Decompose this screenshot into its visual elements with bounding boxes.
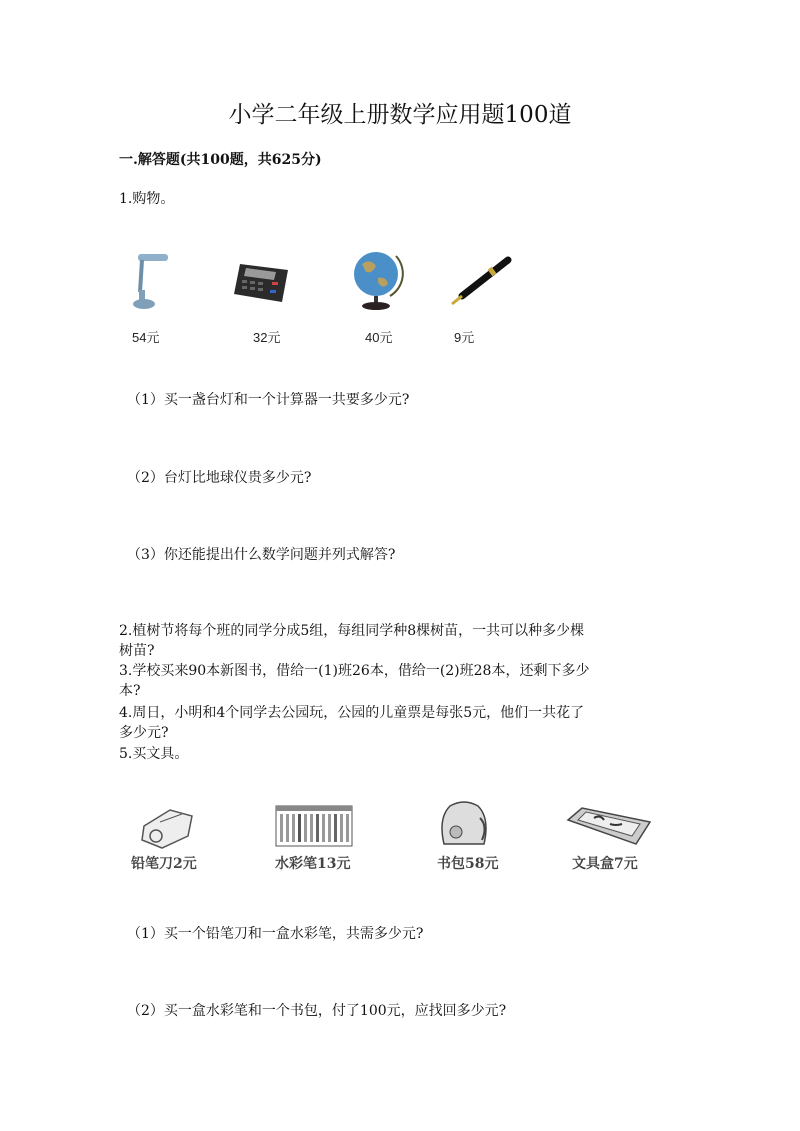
question-5-stem: 5.买文具。 bbox=[119, 746, 189, 762]
price-label: 54元 bbox=[132, 330, 160, 345]
sub-question: （2）台灯比地球仪贵多少元? bbox=[127, 470, 312, 486]
item-label: 书包58元 bbox=[437, 856, 499, 872]
item-label: 水彩笔13元 bbox=[275, 856, 351, 872]
question-4: 4.周日，小明和4个同学去公园玩，公园的儿童票是每张5元，他们一共花了 bbox=[119, 705, 585, 721]
price-label: 9元 bbox=[454, 330, 475, 345]
pen-icon bbox=[448, 256, 512, 308]
pencil-sharpener-icon bbox=[140, 802, 196, 850]
desk-lamp-icon bbox=[128, 252, 172, 312]
page-title: 小学二年级上册数学应用题100道 bbox=[228, 102, 572, 128]
pencil-case-icon bbox=[566, 806, 652, 846]
item-label: 铅笔刀2元 bbox=[131, 856, 197, 872]
item-label: 文具盒7元 bbox=[572, 856, 638, 872]
sub-question: （3）你还能提出什么数学问题并列式解答? bbox=[127, 547, 396, 563]
watercolor-pens-icon bbox=[275, 805, 355, 849]
globe-icon bbox=[348, 250, 406, 312]
question-3-cont: 本? bbox=[119, 683, 141, 699]
price-label: 40元 bbox=[365, 330, 393, 345]
schoolbag-icon bbox=[436, 798, 492, 848]
question-3: 3.学校买来90本新图书，借给一(1)班26本，借给一(2)班28本，还剩下多少 bbox=[119, 663, 590, 679]
question-2: 2.植树节将每个班的同学分成5组，每组同学种8棵树苗，一共可以种多少棵 bbox=[119, 623, 585, 639]
sub-question: （1）买一盏台灯和一个计算器一共要多少元? bbox=[127, 392, 410, 408]
sub-question: （2）买一盒水彩笔和一个书包，付了100元，应找回多少元? bbox=[127, 1003, 507, 1019]
price-label: 32元 bbox=[253, 330, 281, 345]
question-1-stem: 1.购物。 bbox=[119, 191, 175, 207]
sub-question: （1）买一个铅笔刀和一盒水彩笔，共需多少元? bbox=[127, 926, 424, 942]
section-heading: 一.解答题(共100题，共625分) bbox=[119, 152, 322, 168]
question-2-cont: 树苗? bbox=[119, 643, 155, 659]
calculator-icon bbox=[232, 260, 292, 304]
question-4-cont: 多少元? bbox=[119, 725, 169, 741]
